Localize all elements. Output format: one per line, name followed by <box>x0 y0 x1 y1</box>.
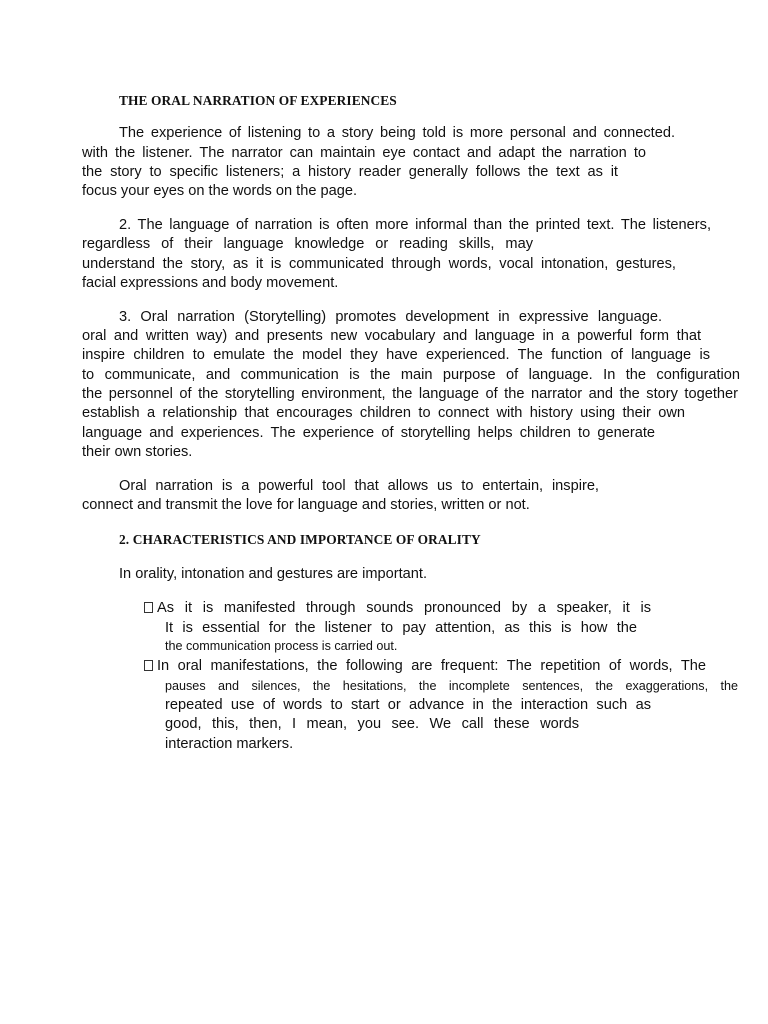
paragraph-line: their own stories. <box>82 444 193 460</box>
bullet-box-icon <box>144 602 153 613</box>
paragraph-line: facial expressions and body movement. <box>82 275 339 291</box>
bullet-line: repeated use of words to start or advance in the interaction such as <box>165 697 651 713</box>
bullet-item <box>144 599 651 618</box>
bullet-line: good, this, then, I mean, you see. We call these words <box>165 716 579 732</box>
paragraph-line: 2. The language of narration is often more informal than the printed text. The listeners, <box>119 217 711 233</box>
paragraph-line: connect and transmit the love for language and stories, written or not. <box>82 497 530 513</box>
paragraph-line: establish a relationship that encourages children to connect with history using their own <box>82 405 685 421</box>
paragraph-line: inspire children to emulate the model they have experienced. The function of language is <box>82 347 710 363</box>
bullet-box-icon <box>144 660 153 671</box>
paragraph-line: to communicate, and communication is the main purpose of language. In the configuration <box>82 367 740 383</box>
paragraph-line: the story to specific listeners; a history reader generally follows the text as it <box>82 164 618 180</box>
bullet-line: It is essential for the listener to pay attention, as this is how the <box>165 620 637 636</box>
paragraph-line: The experience of listening to a story being told is more personal and connected. <box>119 125 675 141</box>
bullet-line: In oral manifestations, the following are frequent: The repetition of words, The <box>157 658 706 674</box>
paragraph-line: Oral narration is a powerful tool that allows us to entertain, inspire, <box>119 478 599 494</box>
paragraph-line: with the listener. The narrator can maintain eye contact and adapt the narration to <box>82 145 646 161</box>
paragraph-line: focus your eyes on the words on the page. <box>82 183 358 199</box>
bullet-line: As it is manifested through sounds pronounced by a speaker, it is <box>157 600 651 616</box>
bullet-line: pauses and silences, the hesitations, the incomplete sentences, the exaggerations, the <box>165 679 738 693</box>
bullet-line: the communication process is carried out. <box>165 639 398 653</box>
paragraph-line: regardless of their language knowledge or reading skills, may <box>82 236 533 252</box>
paragraph-line: understand the story, as it is communicated through words, vocal intonation, gestures, <box>82 256 676 272</box>
paragraph-line: the personnel of the storytelling environment, the language of the narrator and the story together <box>82 386 738 402</box>
paragraph-line: 3. Oral narration (Storytelling) promotes development in expressive language. <box>119 309 662 325</box>
paragraph-line: In orality, intonation and gestures are important. <box>119 566 427 582</box>
section-heading-oral-narration: THE ORAL NARRATION OF EXPERIENCES <box>119 93 397 108</box>
paragraph-line: oral and written way) and presents new vocabulary and language in a powerful form that <box>82 328 701 344</box>
paragraph-line: language and experiences. The experience of storytelling helps children to generate <box>82 425 655 441</box>
section-heading-characteristics: 2. CHARACTERISTICS AND IMPORTANCE OF ORALITY <box>119 532 481 547</box>
bullet-line: interaction markers. <box>165 736 294 752</box>
bullet-item <box>144 657 706 676</box>
